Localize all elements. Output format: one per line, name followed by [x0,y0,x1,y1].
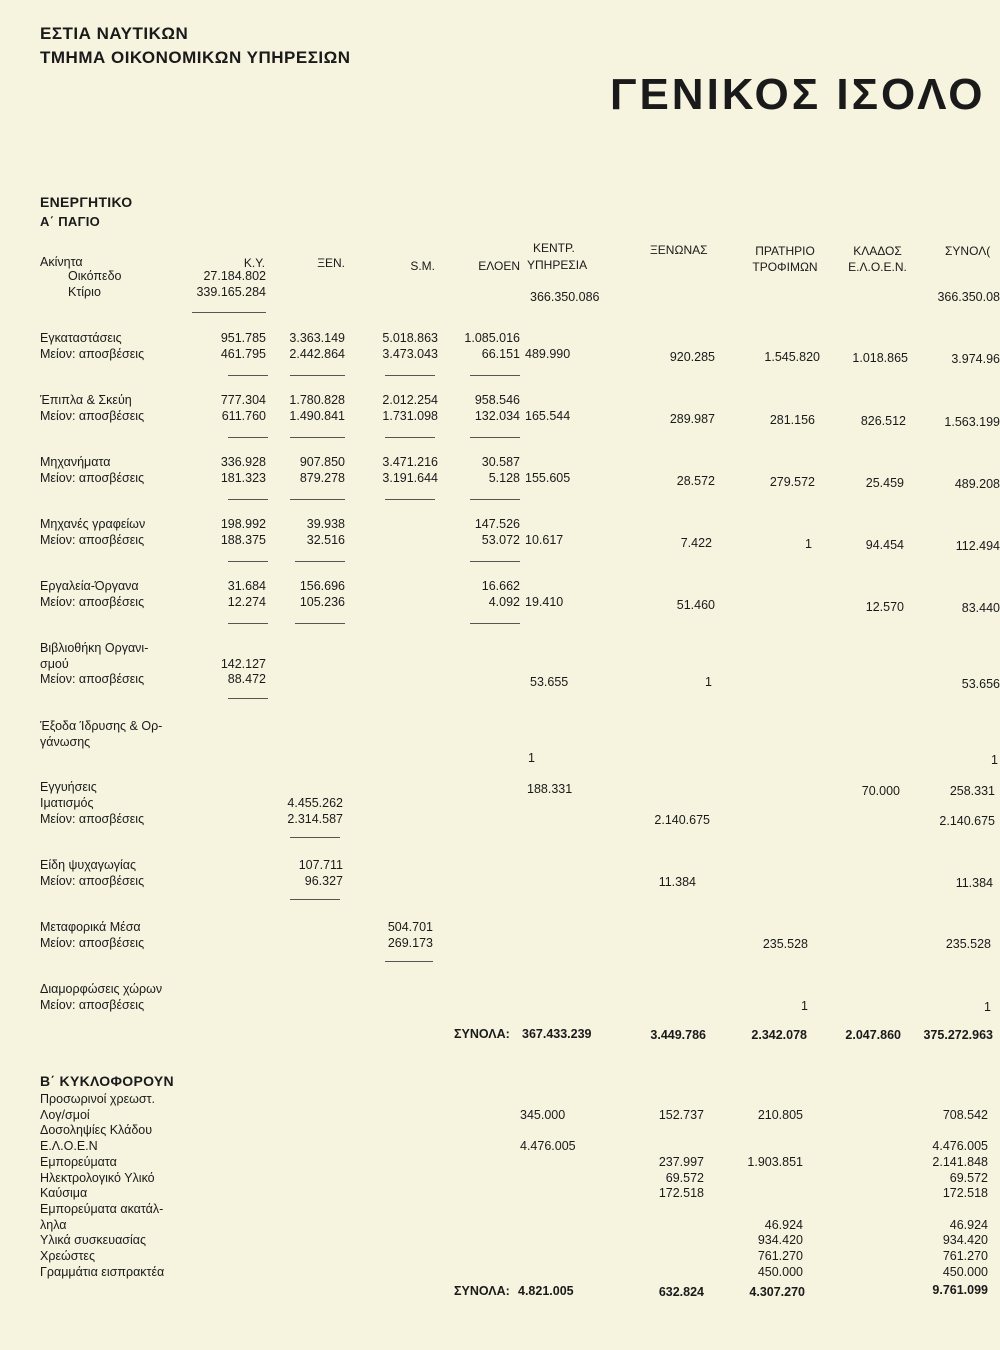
cell-ky: 188.375 [220,533,266,547]
total-pratirio: 4.307.270 [749,1285,805,1299]
section-subheading-fixed: Α΄ ΠΑΓΙΟ [40,214,101,229]
cell-xen: 107.711 [298,858,343,872]
divider [385,375,435,376]
cell-synola: 258.331 [949,784,995,798]
cell-xenonas: 920.285 [669,350,715,364]
cell-kentr: 165.544 [525,409,571,423]
cell-xen: 96.327 [304,874,343,888]
divider [470,623,520,624]
row-label-minus-depreciation: Μείον: αποσβέσεις [40,874,145,888]
cell-ktirio-ky: 339.165.284 [196,285,266,299]
cell-sm: 3.191.644 [382,471,438,485]
cell-synola: 761.270 [942,1249,988,1263]
cell-kentr: 345.000 [520,1108,566,1122]
col-header-pratirio-2: ΤΡΟΦΙΜΩΝ [752,260,818,274]
cell-synola: 46.924 [949,1218,988,1232]
cell-xen: 3.363.149 [289,331,345,345]
cell-synola: 1.563.199 [944,415,1000,429]
section-heading-current-assets: Β΄ ΚΥΚΛΟΦΟΡΟΥΝ [40,1073,174,1089]
col-header-klados-1: ΚΛΑΔΟΣ [853,244,902,258]
divider [470,375,520,376]
divider [192,312,266,313]
row-label: Εμπορεύματα ακατάλ- [40,1202,164,1216]
row-label: Υλικά συσκευασίας [40,1233,147,1247]
cell-klados: 94.454 [865,538,904,552]
cell-xen: 4.455.262 [287,796,343,810]
cell-xen: 2.442.864 [289,347,345,361]
cell-kentr: 4.476.005 [520,1139,576,1153]
cell-eloen: 16.662 [481,579,520,593]
row-label: Εμπορεύματα [40,1155,117,1169]
cell-xen: 39.938 [306,517,345,531]
org-name: ΕΣΤΙΑ ΝΑΥΤΙΚΩΝ [40,24,189,43]
cell-sm: 2.012.254 [382,393,438,407]
cell-synola: 69.572 [949,1171,988,1185]
row-label: Γραμμάτια εισπρακτέα [40,1265,165,1279]
cell-klados: 25.459 [865,476,904,490]
cell-xen: 105.236 [299,595,345,609]
cell-akinita-kentr: 366.350.086 [530,290,600,304]
cell-xenonas: 237.997 [658,1155,704,1169]
divider [228,561,268,562]
row-label-vivliothiki-cont: σμού [40,657,69,671]
row-label-akinita: Ακίνητα [40,255,83,269]
cell-ky: 12.274 [227,595,266,609]
cell-xenonas: 28.572 [676,474,715,488]
cell-kentr: 489.990 [525,347,571,361]
divider [228,698,268,699]
cell-kentr: 53.655 [530,675,569,689]
cell-sm: 1.731.098 [382,409,438,423]
divider [228,437,268,438]
cell-sm: 504.701 [387,920,433,934]
page-title: ΓΕΝΙΚΟΣ ΙΣΟΛΟ [610,70,986,119]
divider [290,899,340,900]
row-label-exoda-idrysis-cont: γάνωσης [40,735,91,749]
cell-xenonas: 69.572 [665,1171,704,1185]
total-xenonas: 3.449.786 [650,1028,706,1042]
divider [295,561,345,562]
row-label-oikopedo: Οικόπεδο [68,269,122,283]
col-header-klados-2: Ε.Λ.Ο.Ε.Ν. [848,260,907,274]
cell-ky: 461.795 [220,347,266,361]
row-label-minus-depreciation: Μείον: αποσβέσεις [40,936,145,950]
totals-label: ΣΥΝΟΛΑ: [454,1027,510,1041]
cell-pratirio: 46.924 [764,1218,803,1232]
cell-pratirio: 761.270 [757,1249,803,1263]
row-label: Ε.Λ.Ο.Ε.Ν [40,1139,98,1153]
cell-kentr: 188.331 [527,782,573,796]
row-label-minus-depreciation: Μείον: αποσβέσεις [40,595,145,609]
cell-xenonas: 289.987 [669,412,715,426]
row-label-exoda-idrysis: Έξοδα Ίδρυσης & Ορ- [40,719,163,733]
cell-xenonas: 2.140.675 [654,813,710,827]
cell-xen: 1.490.841 [289,409,345,423]
cell-klados: 70.000 [861,784,900,798]
row-label-minus-depreciation: Μείον: αποσβέσεις [40,471,145,485]
cell-xen: 156.696 [299,579,345,593]
cell-pratirio: 934.420 [757,1233,803,1247]
cell-xenonas: 172.518 [658,1186,704,1200]
total-synola: 375.272.963 [923,1028,993,1042]
row-label-minus-depreciation: Μείον: αποσβέσεις [40,672,145,686]
divider [228,375,268,376]
col-header-kentr-1: ΚΕΝΤΡ. [533,241,575,255]
cell-ky: 142.127 [220,657,266,671]
cell-ky: 336.928 [220,455,266,469]
row-label: Ηλεκτρολογικό Υλικό [40,1171,155,1185]
col-header-xenonas: ΞΕΝΩΝΑΣ [650,243,708,257]
cell-pratirio: 279.572 [769,475,815,489]
total-xenonas: 632.824 [658,1285,704,1299]
cell-synola: 112.494 [955,539,1000,553]
cell-eloen: 53.072 [481,533,520,547]
cell-xen: 907.850 [299,455,345,469]
row-label: Χρεώστες [40,1249,96,1263]
department-name: ΤΜΗΜΑ ΟΙΚΟΝΟΜΙΚΩΝ ΥΠΗΡΕΣΙΩΝ [40,48,351,67]
divider [228,623,268,624]
divider [290,837,340,838]
divider [470,561,520,562]
row-label-minus-depreciation: Μείον: αποσβέσεις [40,409,145,423]
cell-xenonas: 152.737 [658,1108,704,1122]
divider [295,623,345,624]
cell-xen: 32.516 [306,533,345,547]
row-label-ergaleia: Εργαλεία-Όργανα [40,579,139,593]
cell-synola: 1 [984,1000,991,1014]
cell-pratirio: 1.903.851 [747,1155,803,1169]
cell-eloen: 30.587 [481,455,520,469]
cell-sm: 3.473.043 [382,347,438,361]
cell-synola: 934.420 [942,1233,988,1247]
cell-eloen: 66.151 [481,347,520,361]
cell-pratirio: 235.528 [762,937,808,951]
row-label-metaforika: Μεταφορικά Μέσα [40,920,141,934]
cell-sm: 5.018.863 [382,331,438,345]
cell-pratirio: 210.805 [757,1108,803,1122]
cell-ky: 198.992 [220,517,266,531]
cell-synola: 489.208 [954,477,1000,491]
cell-synola: 172.518 [942,1186,988,1200]
cell-synola: 2.141.848 [932,1155,988,1169]
cell-synola: 83.440 [961,601,1000,615]
cell-ky: 31.684 [227,579,266,593]
cell-sm: 3.471.216 [382,455,438,469]
cell-eloen: 1.085.016 [464,331,520,345]
total-pratirio: 2.342.078 [751,1028,807,1042]
cell-synola: 11.384 [955,876,993,890]
row-label-michanes-grafeion: Μηχανές γραφείων [40,517,146,531]
row-label-minus-depreciation: Μείον: αποσβέσεις [40,347,145,361]
cell-synola: 53.656 [961,677,1000,691]
row-label: Δοσοληψίες Κλάδου [40,1123,153,1137]
row-label: Προσωρινοί χρεωστ. [40,1092,156,1106]
col-header-ky: Κ.Υ. [243,256,265,270]
total-kentr: 4.821.005 [518,1284,574,1298]
cell-synola: 708.542 [942,1108,988,1122]
cell-ky: 951.785 [220,331,266,345]
cell-xenonas: 11.384 [658,875,696,889]
cell-synola: 4.476.005 [932,1139,988,1153]
col-header-kentr-2: ΥΠΗΡΕΣΙΑ [527,258,588,272]
row-label: Λογ/σμοί [40,1108,90,1122]
row-label-psychagogia: Είδη ψυχαγωγίας [40,858,136,872]
row-label: Καύσιμα [40,1186,88,1200]
divider [385,499,435,500]
row-label-ktirio: Κτίριο [68,285,101,299]
cell-synola: 3.974.96 [951,352,1000,366]
col-header-eloen: ΕΛΟΕΝ [478,259,520,273]
cell-klados: 826.512 [860,414,906,428]
cell-kentr: 155.605 [525,471,571,485]
row-label-epipla: Έπιπλα & Σκεύη [40,393,132,407]
cell-klados: 12.570 [865,600,904,614]
cell-xenonas: 51.460 [676,598,715,612]
divider [290,375,345,376]
section-heading-assets: ΕΝΕΡΓΗΤΙΚΟ [40,194,133,210]
total-synola: 9.761.099 [932,1283,988,1297]
row-label-eggyiseis: Εγγυήσεις [40,780,97,794]
row-label: ληλα [40,1218,67,1232]
cell-ky: 611.760 [221,409,266,423]
divider [385,961,433,962]
divider [385,437,435,438]
cell-kentr: 10.617 [525,533,564,547]
cell-pratirio: 1 [801,999,808,1013]
cell-synola: 235.528 [945,937,991,951]
totals-label: ΣΥΝΟΛΑ: [454,1284,510,1298]
cell-sm: 269.173 [387,936,433,950]
col-header-sm: S.M. [410,259,435,273]
row-label-michanimata: Μηχανήματα [40,455,111,469]
cell-pratirio: 1.545.820 [764,350,820,364]
cell-synola: 450.000 [942,1265,988,1279]
col-header-pratirio-1: ΠΡΑΤΗΡΙΟ [755,244,815,258]
row-label-minus-depreciation: Μείον: αποσβέσεις [40,533,145,547]
total-kentr: 367.433.239 [522,1027,592,1041]
divider [290,437,345,438]
cell-xen: 2.314.587 [287,812,343,826]
row-label-vivliothiki: Βιβλιοθήκη Οργανι- [40,641,149,655]
cell-klados: 1.018.865 [852,351,908,365]
cell-xenonas: 1 [705,675,712,689]
cell-xenonas: 7.422 [680,536,712,550]
cell-oikopedo-ky: 27.184.802 [203,269,266,283]
cell-ky: 181.323 [220,471,266,485]
cell-eloen: 4.092 [488,595,520,609]
cell-eloen: 958.546 [474,393,520,407]
cell-ky: 88.472 [227,672,266,686]
divider [228,499,268,500]
divider [470,499,520,500]
cell-pratirio: 1 [805,537,812,551]
col-header-xen: ΞΕΝ. [317,256,345,270]
cell-kentr: 1 [528,751,535,765]
cell-eloen: 132.034 [474,409,520,423]
cell-synola: 1 [991,753,998,767]
row-label-minus-depreciation: Μείον: αποσβέσεις [40,998,145,1012]
cell-kentr: 19.410 [525,595,564,609]
divider [470,437,520,438]
total-klados: 2.047.860 [845,1028,901,1042]
row-label-imatismos: Ιματισμός [40,796,94,810]
cell-ky: 777.304 [220,393,266,407]
cell-pratirio: 281.156 [769,413,815,427]
cell-eloen: 147.526 [474,517,520,531]
row-label-diamorfoseis: Διαμορφώσεις χώρων [40,982,163,996]
col-header-synola: ΣΥΝΟΛ( [945,244,991,258]
divider [290,499,345,500]
cell-pratirio: 450.000 [757,1265,803,1279]
cell-synola: 2.140.675 [939,814,995,828]
cell-eloen: 5.128 [488,471,520,485]
cell-akinita-synola: 366.350.08 [937,290,1000,304]
cell-xen: 1.780.828 [289,393,345,407]
cell-xen: 879.278 [299,471,345,485]
row-label-minus-depreciation: Μείον: αποσβέσεις [40,812,145,826]
row-label-egkatastaseis: Εγκαταστάσεις [40,331,122,345]
